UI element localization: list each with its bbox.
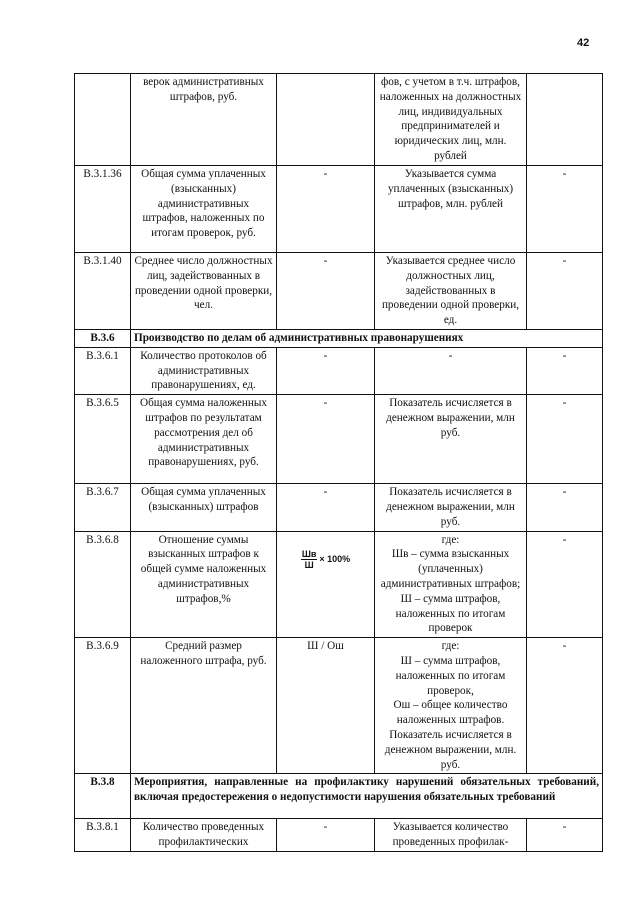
row-comment: Показатель исчисляется в денежном выражении, млн руб. [375,484,527,531]
row-extra: - [527,395,603,484]
row-name: Средний размер наложенного штрафа, руб. [131,638,277,774]
formula-multiplier: × 100% [319,554,351,565]
table-row [75,253,603,330]
row-code: В.3.6.1 [75,347,131,394]
table-row [75,74,603,166]
row-extra: - [527,166,603,253]
section-row [75,329,603,347]
row-comment: Указывается количество проведенных профилак- [375,819,527,852]
row-formula [277,74,375,166]
row-code: В.3.6.5 [75,395,131,484]
row-name: Количество проведенных профилактических [131,819,277,852]
row-name: верок административных штрафов, руб. [131,74,277,166]
row-code: В.3.6.7 [75,484,131,531]
formula-numerator: Шв [301,549,317,560]
table-row [75,395,603,484]
formula-denominator: Ш [304,560,314,571]
row-code: В.3.1.40 [75,253,131,330]
row-code: В.3.6.9 [75,638,131,774]
page-number: 42 [577,37,590,49]
table-row [75,638,603,774]
section-code: В.3.8 [75,774,131,819]
row-formula: - [277,166,375,253]
row-extra: - [527,819,603,852]
row-name: Общая сумма уплаченных (взысканных) административных штрафов, наложенных по итогам проверок, руб. [131,166,277,253]
section-row [75,774,603,819]
row-extra: - [527,253,603,330]
indicators-table [74,73,603,852]
row-formula: - [277,819,375,852]
table-row [75,531,603,638]
row-comment: где: Ш – сумма штрафов, наложенных по итогам проверок, Ош – общее количество наложенных штрафов. Показатель исчисляется в денежном выражении, млн. руб. [375,638,527,774]
row-comment: - [375,347,527,394]
row-formula: - [277,395,375,484]
table-row [75,819,603,852]
row-extra: - [527,531,603,638]
row-extra: - [527,347,603,394]
table-row [75,484,603,531]
row-extra [527,74,603,166]
row-extra: - [527,638,603,774]
row-formula: - [277,484,375,531]
row-comment: фов, с учетом в т.ч. штрафов, наложенных на должностных лиц, индивидуальных предпринимателей и юридических лиц, млн. рублей [375,74,527,166]
row-comment: Указывается сумма уплаченных (взысканных) штрафов, млн. рублей [375,166,527,253]
row-name: Общая сумма уплаченных (взысканных) штрафов [131,484,277,531]
row-formula [277,531,375,638]
row-formula: - [277,347,375,394]
row-code: В.3.8.1 [75,819,131,852]
row-name: Количество протоколов об административных правонарушениях, ед. [131,347,277,394]
section-code: В.3.6 [75,329,131,347]
row-comment: Показатель исчисляется в денежном выражении, млн руб. [375,395,527,484]
ratio-formula [301,549,350,570]
row-comment: где: Шв – сумма взысканных (уплаченных) административных штрафов; Ш – сумма штрафов, наложенных по итогам проверок [375,531,527,638]
row-name: Отношение суммы взысканных штрафов к общей сумме наложенных административных штрафов,% [131,531,277,638]
row-formula: Ш / Ош [277,638,375,774]
row-comment: Указывается среднее число должностных лиц, задействованных в проведении одной проверки, ед. [375,253,527,330]
row-name: Общая сумма наложенных штрафов по результатам рассмотрения дел об административных правонарушениях, руб. [131,395,277,484]
row-formula: - [277,253,375,330]
row-code: В.3.6.8 [75,531,131,638]
row-code: В.3.1.36 [75,166,131,253]
table-row [75,347,603,394]
table-row [75,166,603,253]
row-code [75,74,131,166]
row-extra: - [527,484,603,531]
section-title: Мероприятия, направленные на профилактику нарушений обязательных требований, включая предостережения о недопустимости нарушения обязательных требований [131,774,603,819]
row-name: Среднее число должностных лиц, задействованных в проведении одной проверки, чел. [131,253,277,330]
section-title: Производство по делам об административных правонарушениях [131,329,603,347]
